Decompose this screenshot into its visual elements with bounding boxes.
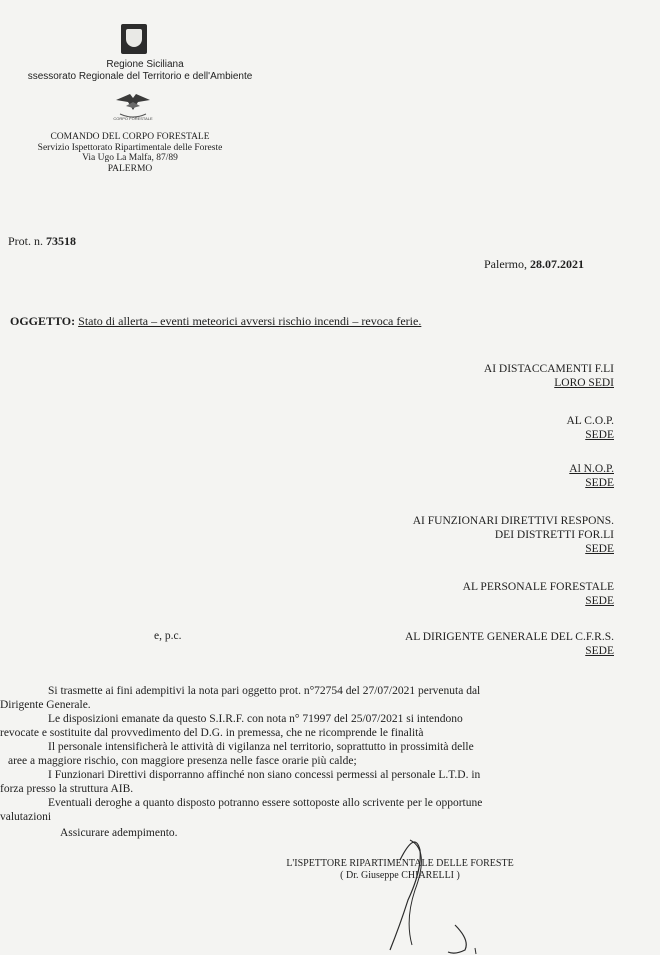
forestry-emblem-icon <box>108 88 158 124</box>
address-line: Via Ugo La Malfa, 87/89 <box>82 153 178 163</box>
subject-text: Stato di allerta – eventi meteorici avversi rischio incendi – revoca ferie. <box>78 314 422 328</box>
protocol-value: 73518 <box>46 234 77 248</box>
date-place: Palermo, <box>484 257 527 271</box>
body-paragraph-3: Il personale intensificherà le attività di vigilanza nel territorio, soprattutto in prossimità delle aree a maggiore rischio, con maggiore presenza nelle fasce orarie più calde; <box>8 741 474 767</box>
region-crest-icon <box>121 24 147 54</box>
subject-label: OGGETTO <box>10 314 72 328</box>
letterhead-block <box>0 132 260 174</box>
body-paragraph-6: Assicurare adempimento. <box>60 827 178 839</box>
protocol-label: Prot. n. <box>8 234 44 248</box>
city-line: PALERMO <box>107 163 153 174</box>
signature-name: ( Dr. Giuseppe CHIARELLI ) <box>340 870 460 881</box>
body-paragraph-1: Si trasmette ai fini adempitivi la nota pari oggetto prot. n°72754 del 27/07/2021 pervenuta dal Dirigente Generale. <box>0 685 481 711</box>
signature-title: L'ISPETTORE RIPARTIMENTALE DELLE FORESTE <box>286 858 514 869</box>
recipient-dirigente: AL DIRIGENTE GENERALE DEL C.F.R.S. SEDE <box>404 631 614 657</box>
subject-line: OGGETTO: Stato di allerta – eventi meteorici avversi rischio incendi – revoca ferie. <box>10 314 422 328</box>
recipient-distaccamenti: AI DISTACCAMENTI F.LI LORO SEDI <box>483 363 614 389</box>
body-paragraph-4: I Funzionari Direttivi disporranno affinché non siano concessi permessi al personale L.T.D. in forza presso la struttura AIB. <box>0 769 481 795</box>
recipient-personale: AL PERSONALE FORESTALE SEDE <box>462 581 614 607</box>
assessorato-name: ssessorato Regionale del Territorio e dell'Ambiente <box>27 71 253 82</box>
epc-label: e, p.c. <box>154 630 182 642</box>
body-paragraph-2: Le disposizioni emanate da questo S.I.R.F. con nota n° 71997 del 25/07/2021 si intendono revocate e sostituite dal provvedimento del D.G. in premessa, che ne ricomprende le finalità <box>0 713 463 739</box>
servizio-line: Servizio Ispettorato Ripartimentale delle Foreste <box>37 142 223 153</box>
letter-date <box>484 257 584 272</box>
handwritten-signature-icon <box>360 830 480 955</box>
body-paragraph-5: Eventuali deroghe a quanto disposto potranno essere sottoposte allo scrivente per le opportune valutazioni <box>0 797 483 823</box>
recipient-cop: AL C.O.P. SEDE <box>566 415 614 441</box>
date-value: 28.07.2021 <box>530 257 584 271</box>
emblem-text: CORPO FORESTALE <box>113 116 153 121</box>
recipient-nop: Al N.O.P. SEDE <box>569 463 614 489</box>
comando-line: COMANDO DEL CORPO FORESTALE <box>50 132 210 142</box>
region-name: Regione Siciliana <box>106 59 184 70</box>
protocol-number <box>8 234 76 249</box>
recipient-funzionari: AI FUNZIONARI DIRETTIVI RESPONS. DEI DISTRETTI FOR.LI SEDE <box>412 515 614 555</box>
